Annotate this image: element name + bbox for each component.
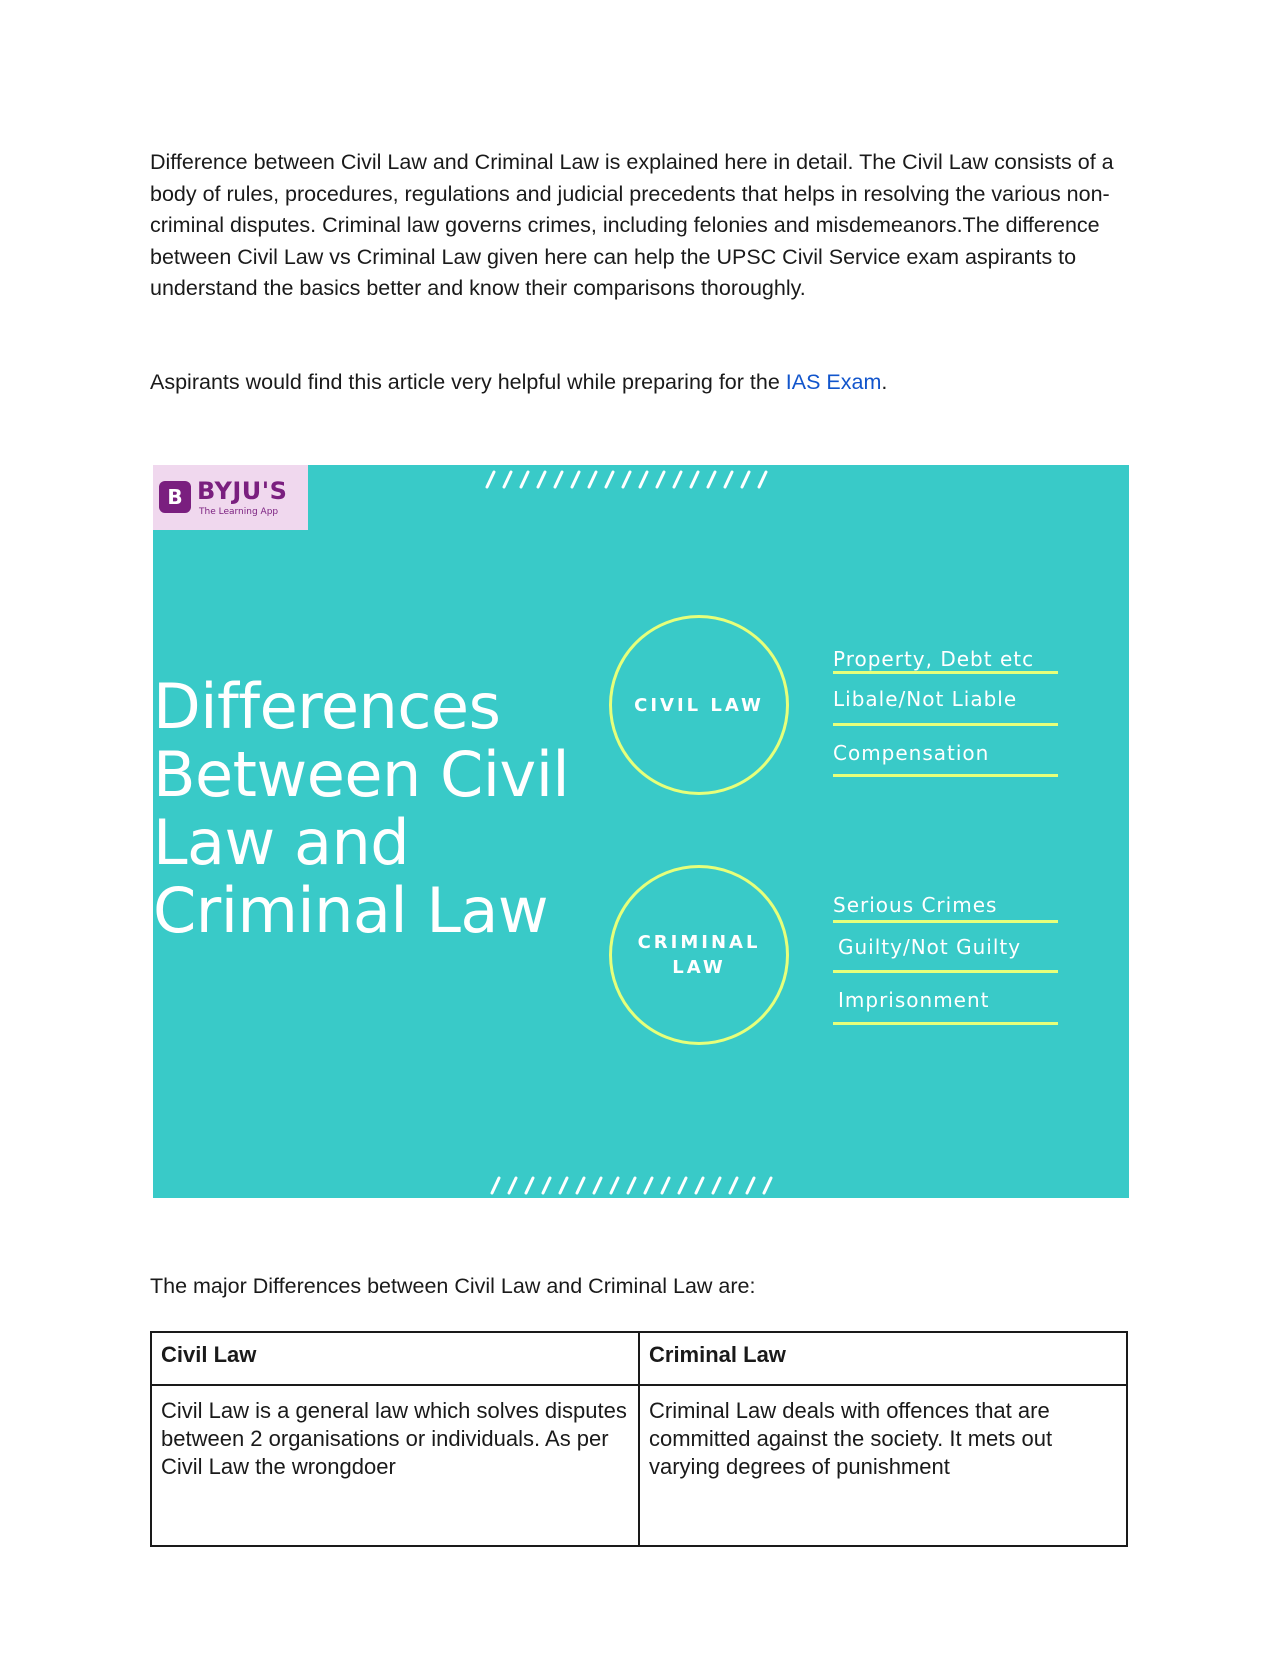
infographic-image <box>153 465 1129 1198</box>
civil-point-property: Property, Debt etc <box>833 647 1035 671</box>
civil-point-underline <box>833 774 1058 777</box>
civil-law-circle <box>609 615 789 795</box>
stripe-line <box>657 472 664 487</box>
criminal-label-line2: LAW <box>672 957 726 978</box>
table-header-row <box>151 1332 1127 1385</box>
aspirants-text: Aspirants would find this article very helpful while preparing for the <box>150 370 786 394</box>
stripe-line <box>708 472 715 487</box>
stripe-line <box>747 1178 754 1193</box>
title-line: Between Civil <box>153 738 570 811</box>
stripe-line <box>662 1178 669 1193</box>
aspirants-paragraph <box>150 367 1135 399</box>
criminal-law-circle <box>609 865 789 1045</box>
byjus-logo-name: BYJU'S <box>197 477 288 505</box>
civil-law-circle-label: CIVIL LAW <box>634 694 764 716</box>
criminal-point-guilty: Guilty/Not Guilty <box>838 935 1022 959</box>
stripe-line <box>589 472 596 487</box>
stripe-line <box>623 472 630 487</box>
header-civil-law: Civil Law <box>151 1332 639 1385</box>
stripe-line <box>764 1178 771 1193</box>
stripe-line <box>555 472 562 487</box>
stripe-line <box>725 472 732 487</box>
stripe-line <box>759 472 766 487</box>
stripe-line <box>691 472 698 487</box>
stripe-line <box>696 1178 703 1193</box>
table-intro: The major Differences between Civil Law and Criminal Law are: <box>150 1274 756 1298</box>
criminal-point-underline <box>833 1022 1058 1025</box>
civil-point-underline <box>833 723 1058 726</box>
stripe-line <box>679 1178 686 1193</box>
title-line: Differences <box>153 670 501 743</box>
cell-text: Civil Law is a general law which solves disputes between 2 organisations or individuals. As per Civil Law the wrongdoer <box>161 1398 627 1479</box>
table-cell-criminal <box>639 1385 1127 1546</box>
differences-table <box>150 1331 1128 1547</box>
stripe-line <box>730 1178 737 1193</box>
stripe-line <box>538 472 545 487</box>
aspirants-end: . <box>881 370 888 394</box>
stripe-line <box>713 1178 720 1193</box>
civil-point-compensation: Compensation <box>833 741 990 765</box>
criminal-label-line1: CRIMINAL <box>637 932 761 953</box>
civil-point-underline <box>833 671 1058 674</box>
table-cell-civil <box>151 1385 639 1546</box>
stripe-line <box>606 472 613 487</box>
byjus-logo-tagline: The Learning App <box>199 507 279 517</box>
stripe-line <box>577 1178 584 1193</box>
byjus-logo <box>153 465 308 530</box>
byjus-logo-icon: B <box>159 481 191 513</box>
stripe-line <box>487 472 494 487</box>
stripe-line <box>674 472 681 487</box>
criminal-point-serious: Serious Crimes <box>833 893 998 917</box>
header-criminal-law: Criminal Law <box>639 1332 1127 1385</box>
title-line: Criminal Law <box>153 874 549 947</box>
criminal-law-circle-label <box>638 930 761 980</box>
stripe-line <box>611 1178 618 1193</box>
stripe-line <box>492 1178 499 1193</box>
stripe-line <box>645 1178 652 1193</box>
stripe-line <box>640 472 647 487</box>
stripe-line <box>628 1178 635 1193</box>
stripes-decoration-top <box>483 469 783 491</box>
stripe-line <box>560 1178 567 1193</box>
stripe-line <box>526 1178 533 1193</box>
infographic-title <box>153 670 613 947</box>
stripe-line <box>572 472 579 487</box>
criminal-point-underline <box>833 970 1058 973</box>
stripe-line <box>543 1178 550 1193</box>
stripes-decoration-bottom <box>488 1175 788 1197</box>
cell-text: Criminal Law deals with offences that are committed against the society. It mets out varying degrees of punishment <box>649 1398 1053 1479</box>
stripe-line <box>594 1178 601 1193</box>
title-line: Law and <box>153 806 410 879</box>
stripe-line <box>504 472 511 487</box>
criminal-point-underline <box>833 920 1058 923</box>
stripe-line <box>521 472 528 487</box>
table-row <box>151 1385 1127 1546</box>
stripe-line <box>509 1178 516 1193</box>
intro-paragraph: Difference between Civil Law and Criminal Law is explained here in detail. The Civil Law consists of a body of rules, procedures, regulations and judicial precedents that helps in resolving the various non-criminal disputes. Criminal law governs crimes, including felonies and misdemeanors.The difference between Civil Law vs Criminal Law given here can help the UPSC Civil Service exam aspirants to understand the basics better and know their comparisons thoroughly. <box>150 150 1114 300</box>
stripe-line <box>742 472 749 487</box>
criminal-point-imprisonment: Imprisonment <box>838 988 990 1012</box>
civil-point-liable: Libale/Not Liable <box>833 687 1018 711</box>
ias-exam-link[interactable]: IAS Exam <box>785 370 882 394</box>
